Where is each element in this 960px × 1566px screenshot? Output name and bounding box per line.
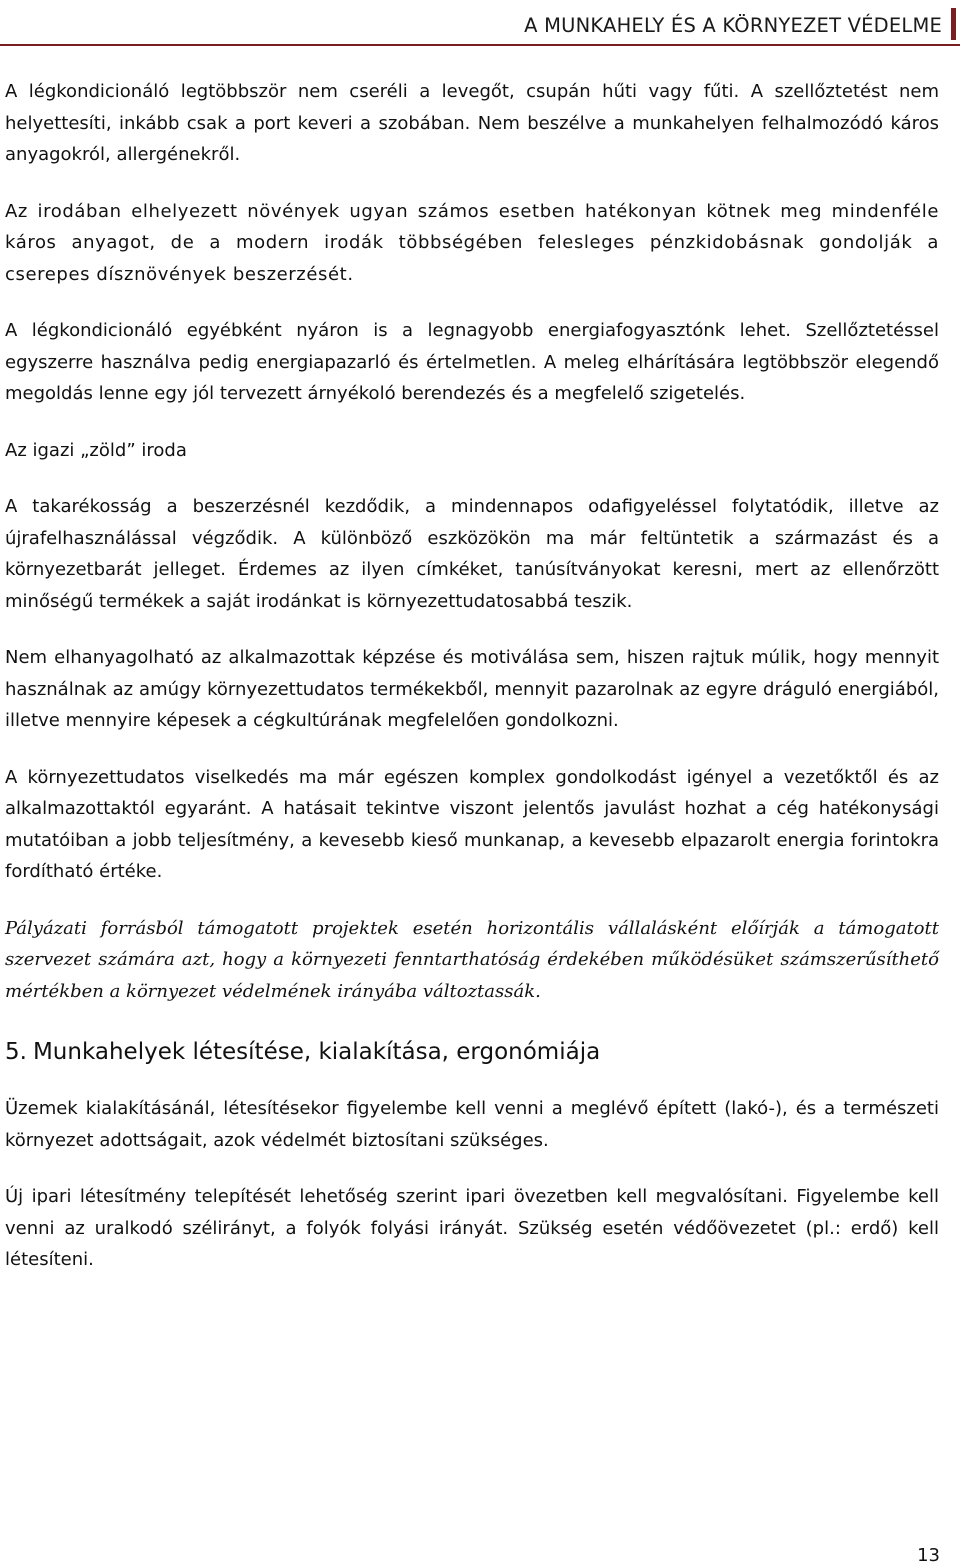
paragraph-employee-training: Nem elhanyagolható az alkalmazottak képzése és motiválása sem, hiszen rajtuk múlik, hogy mennyit használnak az amúgy környezettudatos termékekből, mennyit pazarolnak az egyre dráguló energiából, illetve mennyire képesek a cégkultúrának megfelelően gondolkozni. [5,647,939,731]
paragraph-aircon-air-exchange: A légkondicionáló legtöbbször nem cseréli a levegőt, csupán hűti vagy fűti. A szellőztetést nem helyettesíti, inkább csak a port keveri a szobában. Nem beszélve a munkahelyen felhalmozódó káros anyagokról, allergénekről. [5,81,939,165]
paragraph-industrial-zone: Új ipari létesítmény telepítését lehetőség szerint ipari övezetben kell megvalósítani. Figyelembe kell venni az uralkodó szélirányt, a folyók folyási irányát. Szükség esetén védőövezetet (pl.: erdő) kell létesíteni. [5,1186,939,1270]
header-title: A MUNKAHELY ÉS A KÖRNYEZET VÉDELME [524,14,942,37]
subheading-green-office: Az igazi „zöld” iroda [5,439,187,461]
paragraph-environmental-behaviour: A környezettudatos viselkedés ma már egészen komplex gondolkodást igényel a vezetőktől és az alkalmazottaktól egyaránt. A hatásait tekintve viszont jelentős javulást hozhat a cég hatékonysági mutatóiban a jobb teljesítmény, a kevesebb kieső munkanap, a kevesebb elpazarolt energia forintokra fordítható értéke. [5,766,939,882]
section-heading [5,1032,939,1072]
section-title: Munkahelyek létesítése, kialakítása, ergonómiája [32,1039,601,1065]
paragraph-aircon-energy: A légkondicionáló egyébként nyáron is a legnagyobb energiafogyasztónk lehet. Szellőztetéssel egyszerre használva pedig energiapazarló és értelmetlen. A meleg elhárítására legtöbbször elegendő megoldás lenne egy jól tervezett árnyékoló berendezés és a megfelelő szigetelés. [5,320,939,404]
paragraph-plant-design: Üzemek kialakításánál, létesítésekor figyelembe kell venni a meglévő épített (lakó-), és a természeti környezet adottságait, azok védelmét biztosítani szükséges. [5,1098,939,1151]
section-number: 5. [5,1039,27,1065]
page-body [5,76,939,1301]
page-header [0,0,960,44]
header-rule [0,44,960,46]
page-number: 13 [917,1545,940,1566]
paragraph-savings: A takarékosság a beszerzésnél kezdődik, a mindennapos odafigyeléssel folytatódik, illetve az újrafelhasználással végződik. A különböző eszközökön ma már feltüntetik a származást és a környezetbarát jelleget. Érdemes az ilyen címkéket, tanúsítványokat keresni, mert az ellenőrzött minőségű termékek a saját irodánkat is környezettudatosabbá teszik. [5,496,939,612]
paragraph-office-plants: Az irodában elhelyezett növények ugyan számos esetben hatékonyan kötnek meg mindenféle káros anyagot, de a modern irodák többségében felesleges pénzkidobásnak gondolják a cserepes dísznövények beszerzését. [5,200,939,285]
note-grant-projects: Pályázati forrásból támogatott projektek esetén horizontális vállalásként előírják a támogatott szervezet számára azt, hogy a környezeti fenntarthatóság érdekében működésüket számszerűsíthető mértékben a környezet védelmének irányába változtassák. [5,917,939,1002]
header-accent-bar [951,8,956,40]
